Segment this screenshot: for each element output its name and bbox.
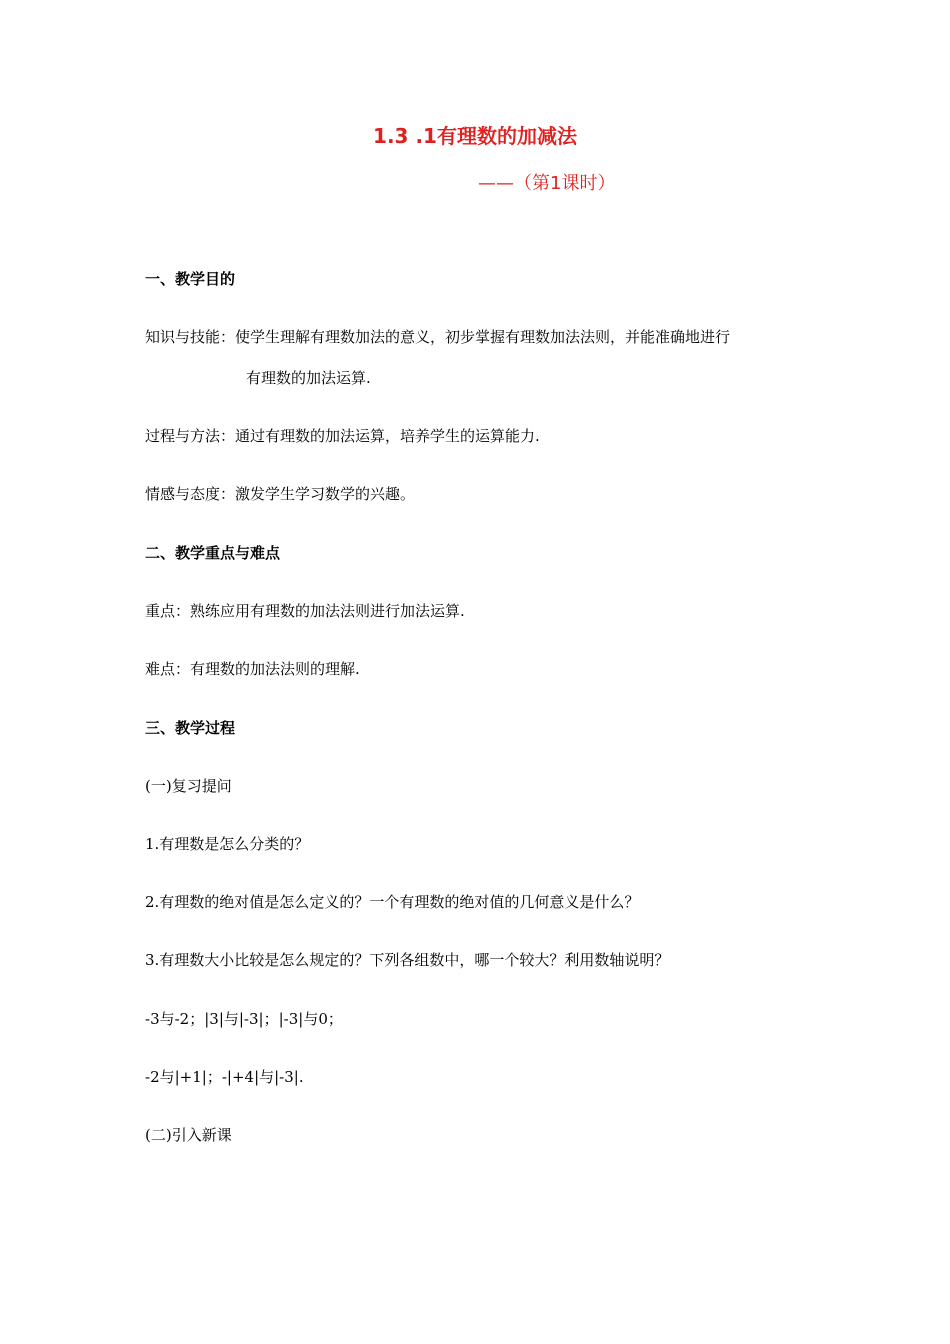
objective-emotion: 情感与态度：激发学生学习数学的兴趣。 bbox=[145, 485, 416, 503]
objective-knowledge-line2: 有理数的加法运算. bbox=[246, 369, 371, 387]
section-heading-key-points: 二、教学重点与难点 bbox=[145, 544, 281, 562]
section-heading-objectives: 一、教学目的 bbox=[145, 270, 236, 288]
difficulty-point: 难点：有理数的加法法则的理解. bbox=[145, 660, 360, 678]
part-review-title: (一)复习提问 bbox=[145, 777, 232, 795]
question-1: 1.有理数是怎么分类的？ bbox=[145, 835, 310, 853]
section-heading-process: 三、教学过程 bbox=[145, 719, 236, 737]
objective-process: 过程与方法：通过有理数的加法运算，培养学生的运算能力. bbox=[145, 427, 540, 445]
question-3-items-line1: -3与-2；|3|与|-3|；|-3|与0； bbox=[145, 1010, 343, 1028]
key-point: 重点：熟练应用有理数的加法法则进行加法运算. bbox=[145, 602, 465, 620]
part-new-lesson-title: (二)引入新课 bbox=[145, 1126, 232, 1144]
question-2: 2.有理数的绝对值是怎么定义的？一个有理数的绝对值的几何意义是什么？ bbox=[145, 893, 640, 911]
document-title: 1.3 .1有理数的加减法 bbox=[373, 124, 577, 148]
document-subtitle: ——（第1课时） bbox=[478, 173, 616, 194]
objective-knowledge-line1: 知识与技能：使学生理解有理数加法的意义，初步掌握有理数加法法则，并能准确地进行 bbox=[145, 328, 731, 346]
question-3: 3.有理数大小比较是怎么规定的？下列各组数中，哪一个较大？利用数轴说明？ bbox=[145, 951, 670, 969]
question-3-items-line2: -2与|+1|；-|+4|与|-3|. bbox=[145, 1068, 304, 1086]
